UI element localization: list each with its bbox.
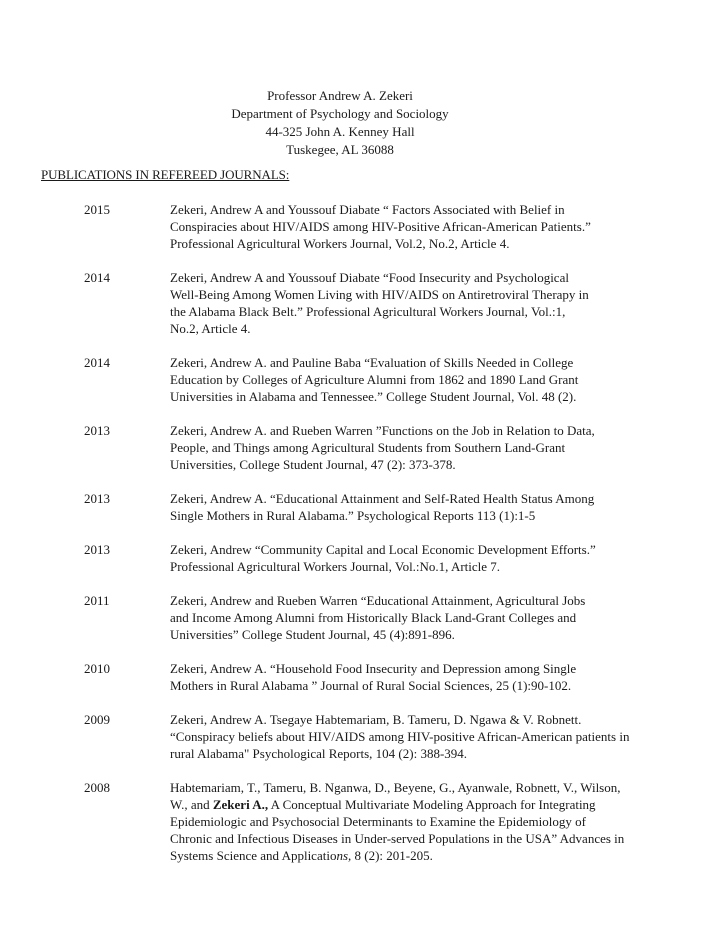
publication-citation xyxy=(170,490,690,524)
publication-entry xyxy=(0,201,720,252)
publication-entry xyxy=(0,422,720,473)
publication-citation xyxy=(170,660,690,694)
citation-line: Zekeri, Andrew A. and Pauline Baba “Evaluation of Skills Needed in College xyxy=(170,355,574,370)
publication-citation xyxy=(170,269,690,337)
citation-line: and Income Among Alumni from Historically Black Land-Grant Colleges and xyxy=(170,610,577,625)
citation-line: Universities” College Student Journal, 45 (4):891-896. xyxy=(170,627,455,642)
publication-year: 2013 xyxy=(84,491,110,506)
citation-line: Zekeri, Andrew A. “Educational Attainment and Self-Rated Health Status Among xyxy=(170,491,595,506)
publication-year: 2011 xyxy=(84,593,110,608)
highlighted-author: Zekeri A., xyxy=(212,797,269,812)
author-department: Department of Psychology and Sociology xyxy=(231,106,449,121)
publication-citation xyxy=(170,422,690,473)
citation-text: Systems Science and Applicatio xyxy=(170,848,337,863)
citation-line: rural Alabama" Psychological Reports, 104 (2): 388-394. xyxy=(170,746,468,761)
citation-line: Well-Being Among Women Living with HIV/AIDS on Antiretroviral Therapy in xyxy=(170,287,589,302)
publication-citation xyxy=(170,201,690,252)
citation-line: “Conspiracy beliefs about HIV/AIDS among HIV-positive African-American patients in xyxy=(170,729,630,744)
publication-year: 2013 xyxy=(84,542,110,557)
citation-line xyxy=(170,847,690,864)
author-city: Tuskegee, AL 36088 xyxy=(286,142,394,157)
publication-year: 2008 xyxy=(84,780,110,795)
publication-entry xyxy=(0,711,720,762)
publication-year: 2014 xyxy=(84,355,110,370)
citation-line: Zekeri, Andrew and Rueben Warren “Educational Attainment, Agricultural Jobs xyxy=(170,593,586,608)
publication-citation xyxy=(170,592,690,643)
publication-entry xyxy=(0,354,720,405)
publication-year: 2015 xyxy=(84,202,110,217)
publication-entry xyxy=(0,269,720,337)
citation-line: Single Mothers in Rural Alabama.” Psychological Reports 113 (1):1-5 xyxy=(170,508,536,523)
section-title: PUBLICATIONS IN REFEREED JOURNALS: xyxy=(41,167,290,182)
citation-line: Professional Agricultural Workers Journal, Vol.2, No.2, Article 4. xyxy=(170,236,510,251)
citation-line: Zekeri, Andrew A and Youssouf Diabate “Food Insecurity and Psychological xyxy=(170,270,569,285)
publication-entry xyxy=(0,779,720,864)
citation-line: Epidemiologic and Psychosocial Determinants to Examine the Epidemiology of xyxy=(170,814,586,829)
citation-text: 8 (2): 201-205. xyxy=(351,848,433,863)
publication-year: 2010 xyxy=(84,661,110,676)
citation-line: Zekeri, Andrew A. and Rueben Warren ”Functions on the Job in Relation to Data, xyxy=(170,423,595,438)
citation-line: the Alabama Black Belt.” Professional Agricultural Workers Journal, Vol.:1, xyxy=(170,304,566,319)
citation-line: Zekeri, Andrew A. “Household Food Insecurity and Depression among Single xyxy=(170,661,577,676)
citation-line: Mothers in Rural Alabama ” Journal of Rural Social Sciences, 25 (1):90-102. xyxy=(170,678,572,693)
citation-line: Habtemariam, T., Tameru, B. Nganwa, D., Beyene, G., Ayanwale, Robnett, V., Wilson, xyxy=(170,780,621,795)
publication-citation xyxy=(170,541,690,575)
citation-text: A Conceptual Multivariate Modeling Approach for Integrating xyxy=(268,797,596,812)
citation-text: W., and xyxy=(170,797,213,812)
citation-line: Zekeri, Andrew A. Tsegaye Habtemariam, B. Tameru, D. Ngawa & V. Robnett. xyxy=(170,712,582,727)
citation-line: Conspiracies about HIV/AIDS among HIV-Positive African-American Patients.” xyxy=(170,219,591,234)
citation-line: No.2, Article 4. xyxy=(170,321,251,336)
publication-citation xyxy=(170,711,690,762)
publication-year: 2014 xyxy=(84,270,110,285)
citation-line: Universities in Alabama and Tennessee.” College Student Journal, Vol. 48 (2). xyxy=(170,389,577,404)
author-header xyxy=(0,87,680,159)
citation-line: Education by Colleges of Agriculture Alumni from 1862 and 1890 Land Grant xyxy=(170,372,579,387)
author-office: 44-325 John A. Kenney Hall xyxy=(265,124,415,139)
citation-line: Universities, College Student Journal, 47 (2): 373-378. xyxy=(170,457,456,472)
publication-year: 2013 xyxy=(84,423,110,438)
citation-line: Professional Agricultural Workers Journal, Vol.:No.1, Article 7. xyxy=(170,559,501,574)
publication-citation xyxy=(170,354,690,405)
publication-entry xyxy=(0,541,720,575)
publication-entry xyxy=(0,592,720,643)
italic-suffix: ns, xyxy=(336,848,352,863)
publication-entry xyxy=(0,660,720,694)
publication-citation xyxy=(170,779,690,864)
publication-year: 2009 xyxy=(84,712,110,727)
citation-line: Zekeri, Andrew A and Youssouf Diabate “ Factors Associated with Belief in xyxy=(170,202,565,217)
citation-line: Chronic and Infectious Diseases in Under-served Populations in the USA” Advances in xyxy=(170,831,625,846)
publication-list xyxy=(0,201,720,881)
citation-line: Zekeri, Andrew “Community Capital and Local Economic Development Efforts.” xyxy=(170,542,596,557)
author-name: Professor Andrew A. Zekeri xyxy=(267,88,413,103)
citation-line xyxy=(170,796,690,813)
publication-entry xyxy=(0,490,720,524)
citation-line: People, and Things among Agricultural Students from Southern Land-Grant xyxy=(170,440,566,455)
